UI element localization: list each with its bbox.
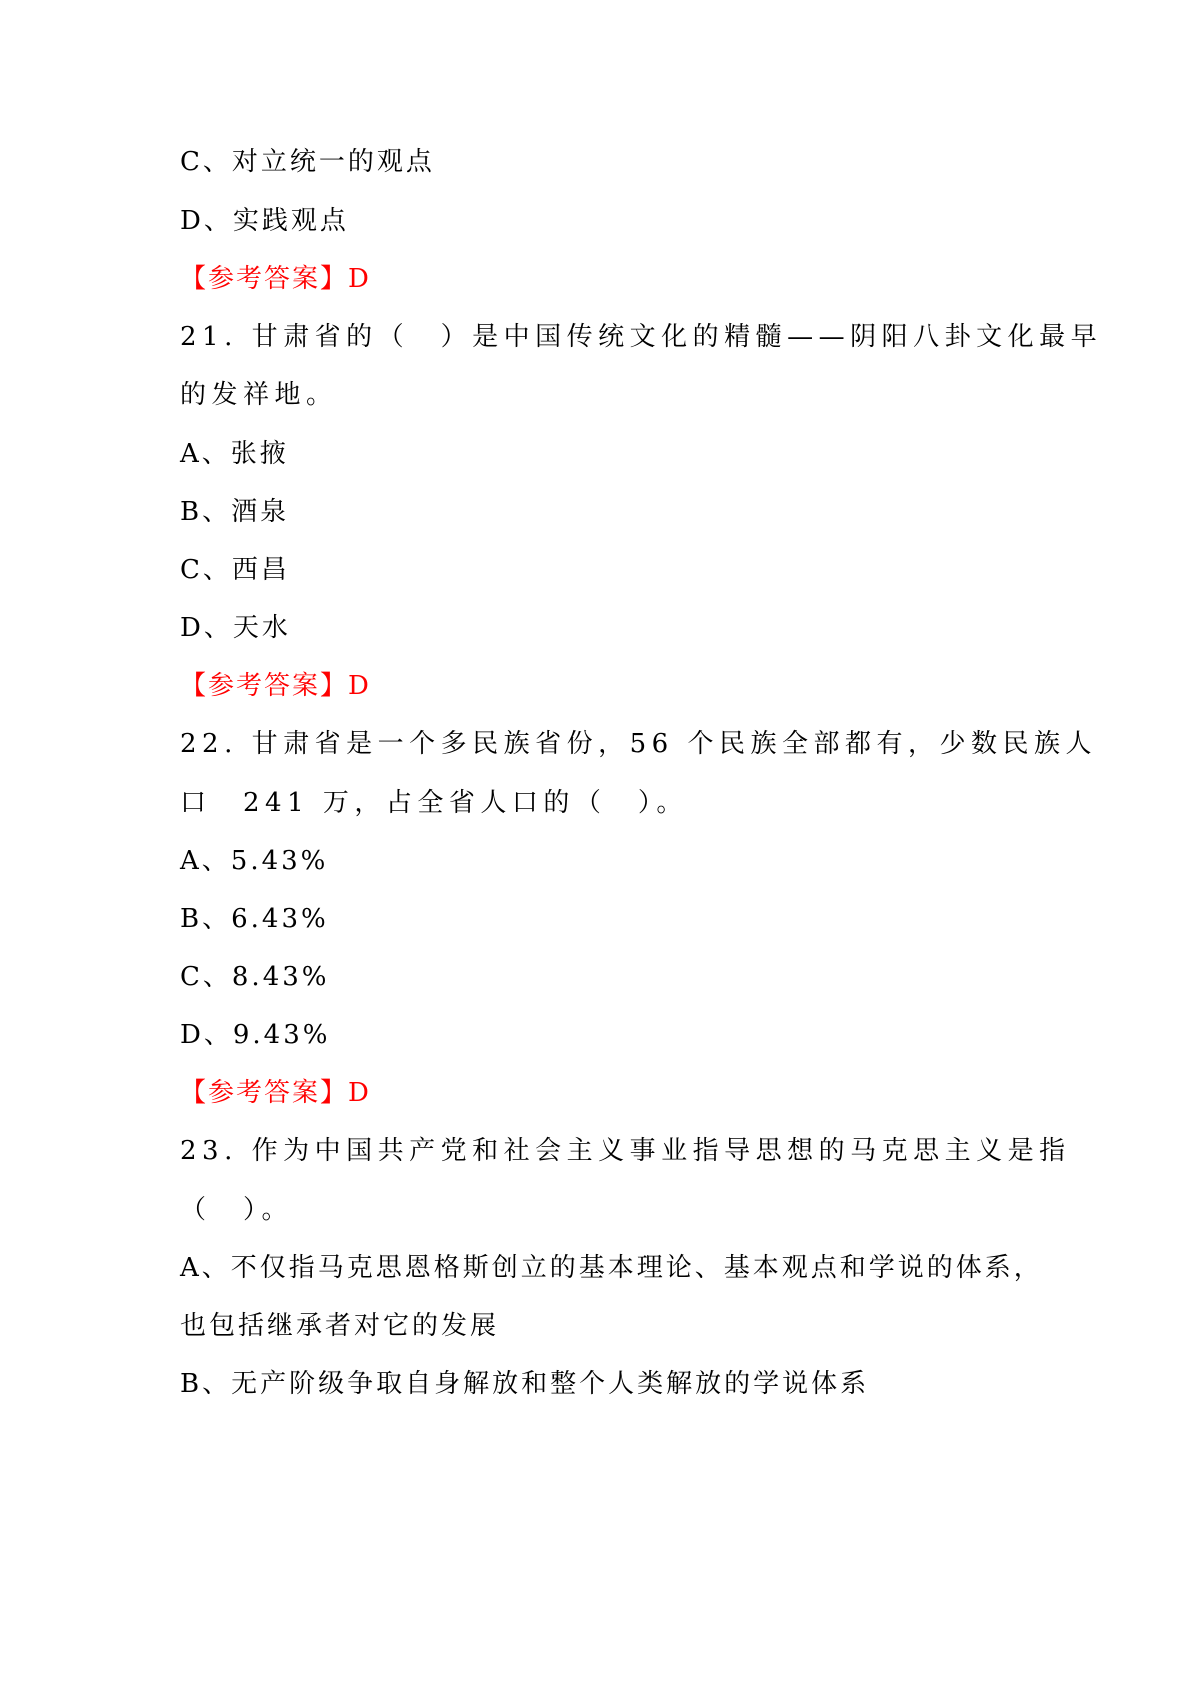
reference-answer: 【参考答案】D [180, 671, 371, 701]
option-text: C、对立统一的观点 [180, 147, 435, 177]
option-text: A、张掖 [180, 439, 289, 469]
option-text: 也包括继承者对它的发展 [180, 1311, 500, 1341]
option-text: B、6.43% [180, 904, 329, 934]
option-text: D、天水 [180, 613, 291, 643]
question-text: 22. 甘肃省是一个多民族省份，56 个民族全部都有，少数民族人 [180, 729, 1097, 759]
option-text: D、实践观点 [180, 206, 349, 236]
option-text: C、西昌 [180, 555, 290, 585]
option-text: C、8.43% [180, 962, 330, 992]
option-text: A、不仅指马克思恩格斯创立的基本理论、基本观点和学说的体系， [180, 1253, 1043, 1283]
option-text: B、酒泉 [180, 497, 290, 527]
reference-answer: 【参考答案】D [180, 1078, 371, 1108]
option-text: A、5.43% [180, 846, 329, 876]
question-text: （ ）。 [180, 1195, 294, 1225]
option-text: D、9.43% [180, 1020, 331, 1050]
question-text: 口 241 万，占全省人口的（ ）。 [180, 788, 688, 818]
reference-answer: 【参考答案】D [180, 264, 371, 294]
question-text: 的发祥地。 [180, 380, 338, 410]
option-text: B、无产阶级争取自身解放和整个人类解放的学说体系 [180, 1369, 870, 1399]
question-text: 21. 甘肃省的（ ）是中国传统文化的精髓——阴阳八卦文化最早 [180, 322, 1103, 352]
question-text: 23. 作为中国共产党和社会主义事业指导思想的马克思主义是指 [180, 1136, 1071, 1166]
